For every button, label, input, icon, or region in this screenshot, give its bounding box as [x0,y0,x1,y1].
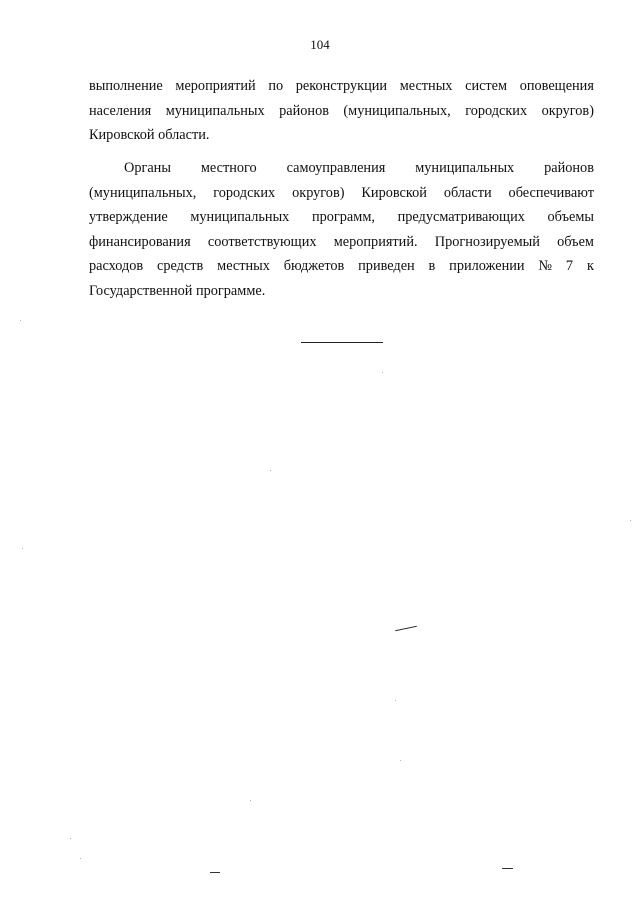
word: районов [544,160,594,176]
word: муниципальных [415,160,515,176]
paragraph-2-line-3 [89,205,594,230]
word: по [268,78,284,94]
word: (муниципальных, [343,102,451,119]
scan-speck [630,520,631,521]
paragraph-1-line-3 [89,123,594,148]
end-of-text-rule [301,342,383,343]
word: Прогнозируемый [434,233,540,250]
paragraph-1-line-2 [89,99,594,124]
word: области [443,184,492,201]
word: приведен [358,258,415,274]
word: финансирования [89,233,191,250]
word: соответствующих [207,233,317,250]
word: в [428,258,436,274]
word: № [538,258,553,274]
scan-speck [70,838,71,839]
scan-speck [270,470,271,471]
word: мероприятий. [333,233,418,250]
scan-speck [20,320,21,321]
scan-speck [395,700,396,701]
paragraph-2 [89,156,594,303]
paragraph-2-line-4 [89,230,594,255]
word: местного [200,160,257,176]
word: обеспечивают [508,184,594,201]
scan-speck [400,760,401,761]
word: (муниципальных, [89,184,197,201]
word: местных [217,258,270,274]
word: муниципальных [190,209,290,225]
word: самоуправления [286,160,386,176]
word: расходов [89,258,144,274]
scan-stroke [502,868,513,869]
word: объемы [547,209,594,225]
word: городских [213,184,276,201]
word: Органы [124,160,171,176]
word: 7 [565,258,574,274]
word: объем [557,233,594,250]
word: населения [89,102,152,119]
word: реконструкции [295,78,388,94]
paragraph-2-line-5 [89,254,594,279]
word: районов [279,102,329,119]
word: средств [157,258,204,274]
word: предусматривающих [397,209,525,225]
scan-speck [250,800,251,801]
word: округов) [541,102,594,119]
paragraph-1-line-1 [89,74,594,99]
scan-stroke [210,872,220,873]
word: приложении [449,258,525,274]
word: утверждение [89,209,168,225]
word: оповещения [519,78,594,94]
scan-speck [80,858,81,859]
word: к [586,258,594,274]
scan-stroke [395,626,417,632]
word: программ, [311,209,375,225]
scan-speck [382,372,383,373]
word: мероприятий [175,78,256,94]
word: бюджетов [283,258,345,274]
word: городских [465,102,528,119]
paragraph-2-line-6 [89,279,594,304]
word: систем [465,78,508,94]
scan-speck [22,548,23,549]
word: выполнение [89,78,163,94]
paragraph-1 [89,74,594,148]
word: Кировской [361,184,427,201]
paragraph-2-line-1 [89,156,594,181]
page-number: 104 [310,37,330,52]
word: местных [399,78,453,94]
word: муниципальных [165,102,265,119]
word: округов) [292,184,345,201]
line-text: Государственной программе. [89,282,266,299]
paragraph-2-line-2 [89,181,594,206]
line-text: Кировской области. [89,127,210,143]
